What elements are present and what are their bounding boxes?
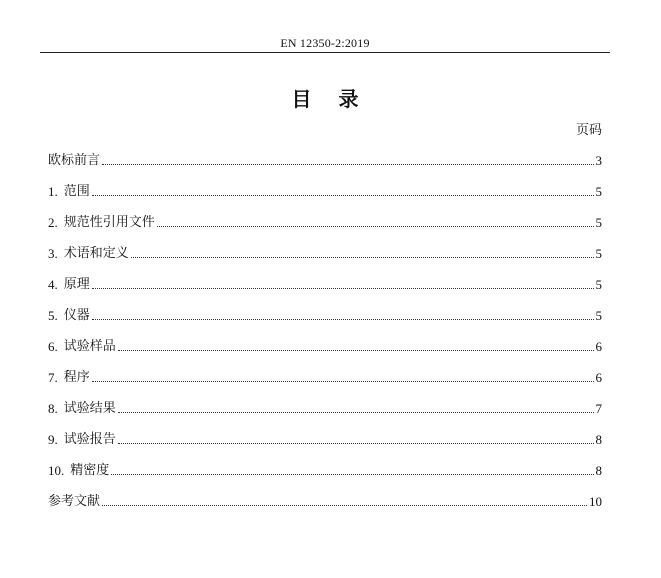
toc-entry[interactable] <box>48 237 602 268</box>
toc-entry-page: 7 <box>595 401 602 416</box>
toc-entry-title: 仪器 <box>63 308 90 323</box>
toc-dot-leader <box>92 288 594 289</box>
toc-dot-leader <box>118 412 594 413</box>
toc-entry-number: 10. <box>48 463 65 478</box>
toc-dot-leader <box>131 257 594 258</box>
header-rule <box>40 52 610 53</box>
toc-entry-page: 5 <box>595 308 602 323</box>
toc-entry[interactable] <box>48 268 602 299</box>
toc-entry-title: 程序 <box>63 370 90 385</box>
toc-entry-page: 5 <box>595 215 602 230</box>
toc-entry[interactable] <box>48 299 602 330</box>
toc-entry-page: 6 <box>595 339 602 354</box>
toc-dot-leader <box>102 505 587 506</box>
toc-entry-number: 1. <box>48 184 58 199</box>
toc-entry[interactable] <box>48 330 602 361</box>
toc-dot-leader <box>92 319 594 320</box>
table-of-contents <box>48 144 602 516</box>
toc-entry-title: 试验样品 <box>63 339 116 354</box>
toc-entry-page: 8 <box>595 463 602 478</box>
toc-entry-number: 2. <box>48 215 58 230</box>
toc-entry-number: 7. <box>48 370 58 385</box>
toc-entry[interactable] <box>48 144 602 175</box>
toc-entry[interactable] <box>48 423 602 454</box>
toc-entry-page: 5 <box>595 184 602 199</box>
toc-entry[interactable] <box>48 175 602 206</box>
toc-entry[interactable] <box>48 206 602 237</box>
toc-entry-number: 4. <box>48 277 58 292</box>
toc-entry-title: 参考文献 <box>48 494 101 509</box>
toc-entry-title: 欧标前言 <box>48 153 101 168</box>
toc-entry-title: 规范性引用文件 <box>63 215 155 230</box>
toc-title: 目 录 <box>291 87 369 111</box>
toc-dot-leader <box>92 381 594 382</box>
toc-entry-page: 5 <box>595 246 602 261</box>
toc-entry-title: 试验结果 <box>63 401 116 416</box>
toc-entry-page: 3 <box>595 153 602 168</box>
toc-entry-title: 原理 <box>63 277 90 292</box>
toc-dot-leader <box>118 350 594 351</box>
toc-dot-leader <box>102 164 593 165</box>
toc-entry[interactable] <box>48 392 602 423</box>
toc-entry-title: 试验报告 <box>63 432 116 447</box>
toc-entry-title: 精密度 <box>70 463 110 478</box>
toc-entry-number: 9. <box>48 432 58 447</box>
toc-entry-title: 术语和定义 <box>63 246 129 261</box>
toc-entry-page: 10 <box>589 494 602 509</box>
toc-dot-leader <box>118 443 594 444</box>
toc-dot-leader <box>111 474 593 475</box>
toc-dot-leader <box>92 195 594 196</box>
toc-entry-page: 6 <box>595 370 602 385</box>
toc-entry-number: 3. <box>48 246 58 261</box>
toc-entry[interactable] <box>48 454 602 485</box>
toc-entry[interactable] <box>48 361 602 392</box>
toc-entry-page: 5 <box>595 277 602 292</box>
toc-entry-number: 5. <box>48 308 58 323</box>
toc-entry-number: 8. <box>48 401 58 416</box>
toc-dot-leader <box>157 226 594 227</box>
running-header: EN 12350-2:2019 <box>280 36 370 50</box>
toc-entry[interactable] <box>48 485 602 516</box>
toc-entry-title: 范围 <box>63 184 90 199</box>
toc-entry-number: 6. <box>48 339 58 354</box>
page-column-label: 页码 <box>575 123 602 138</box>
toc-entry-page: 8 <box>595 432 602 447</box>
